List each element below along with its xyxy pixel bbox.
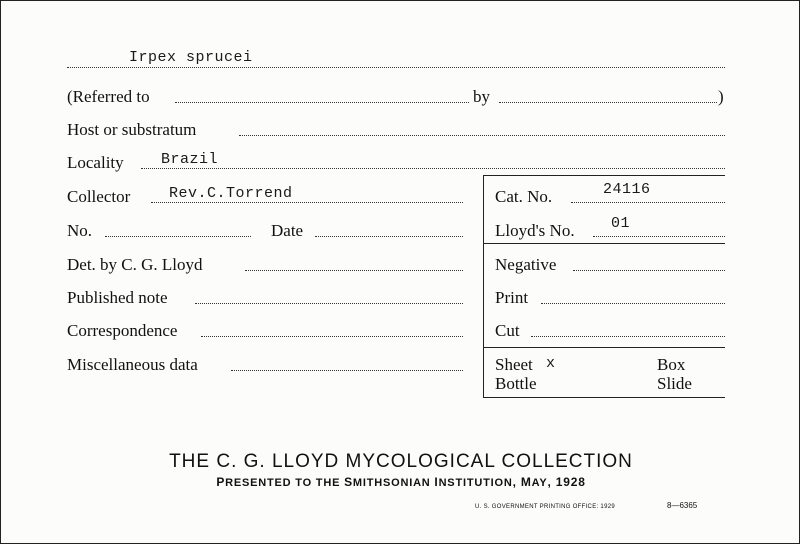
right-box-bottom: [483, 397, 725, 398]
referred-by-line: [499, 102, 717, 103]
subtitle-part-2: S: [344, 475, 353, 489]
correspondence-label: Correspondence: [67, 321, 178, 340]
collector-line: [151, 202, 463, 203]
form-number: 8—6365: [667, 501, 698, 510]
det-line: [245, 270, 463, 271]
box-label: Box: [657, 355, 686, 374]
cut-line: [531, 336, 725, 337]
published-line: [195, 303, 463, 304]
referred-to-line: [175, 102, 469, 103]
date-label: Date: [271, 221, 304, 240]
lloyd-no-value: 01: [611, 215, 631, 232]
subtitle-part-4-sc: AY: [531, 477, 548, 489]
sheet-mark: x: [546, 355, 556, 372]
subtitle-part-2-sc: MITHSONIAN: [352, 477, 435, 489]
lloyd-no-line: [593, 236, 725, 237]
published-label: Published note: [67, 288, 168, 307]
referred-close: ): [718, 87, 724, 106]
subtitle-part-3: I: [434, 475, 439, 489]
locality-line: [141, 168, 725, 169]
collector-value: Rev.C.Torrend: [169, 185, 293, 202]
right-box-lower: [483, 347, 725, 348]
referred-by-label: by: [473, 87, 490, 106]
collector-label: Collector: [67, 187, 131, 206]
host-line: [239, 135, 725, 136]
no-line: [105, 236, 251, 237]
correspondence-line: [201, 336, 463, 337]
locality-label: Locality: [67, 153, 124, 172]
cat-no-label: Cat. No.: [495, 187, 553, 206]
locality-value: Brazil: [161, 151, 219, 168]
slide-label: Slide: [657, 374, 692, 393]
species-line: [67, 67, 725, 68]
printing-office-note: U. S. GOVERNMENT PRINTING OFFICE: 1929: [475, 504, 615, 510]
host-label: Host or substratum: [67, 120, 197, 139]
subtitle-part-1: P: [216, 475, 226, 489]
sheet-label: Sheet: [495, 355, 533, 374]
collection-title: THE C. G. LLOYD MYCOLOGICAL COLLECTION: [169, 451, 633, 472]
misc-line: [231, 370, 463, 371]
cat-no-value: 24116: [603, 181, 651, 198]
right-box-top: [483, 175, 725, 176]
right-box-mid: [483, 243, 725, 244]
det-label: Det. by C. G. Lloyd: [67, 255, 203, 274]
bottle-label: Bottle: [495, 374, 537, 393]
subtitle-part-1-sc: RESENTED TO THE: [225, 477, 345, 489]
right-box-divider: [483, 175, 484, 397]
print-label: Print: [495, 288, 529, 307]
lloyd-no-label: Lloyd's No.: [495, 221, 575, 240]
subtitle-part-3-sc: NSTITUTION: [438, 477, 513, 489]
referred-to-label: (Referred to: [67, 87, 150, 106]
subtitle-part-4: , M: [512, 475, 532, 489]
cut-label: Cut: [495, 321, 520, 340]
species-name: Irpex sprucei: [129, 49, 253, 66]
negative-label: Negative: [495, 255, 557, 274]
negative-line: [573, 270, 725, 271]
date-line: [315, 236, 463, 237]
misc-label: Miscellaneous data: [67, 355, 198, 374]
subtitle-part-5: , 1928: [547, 475, 586, 489]
no-label: No.: [67, 221, 93, 240]
print-line: [541, 303, 725, 304]
collection-subtitle: [1, 475, 800, 489]
cat-no-line: [571, 202, 725, 203]
